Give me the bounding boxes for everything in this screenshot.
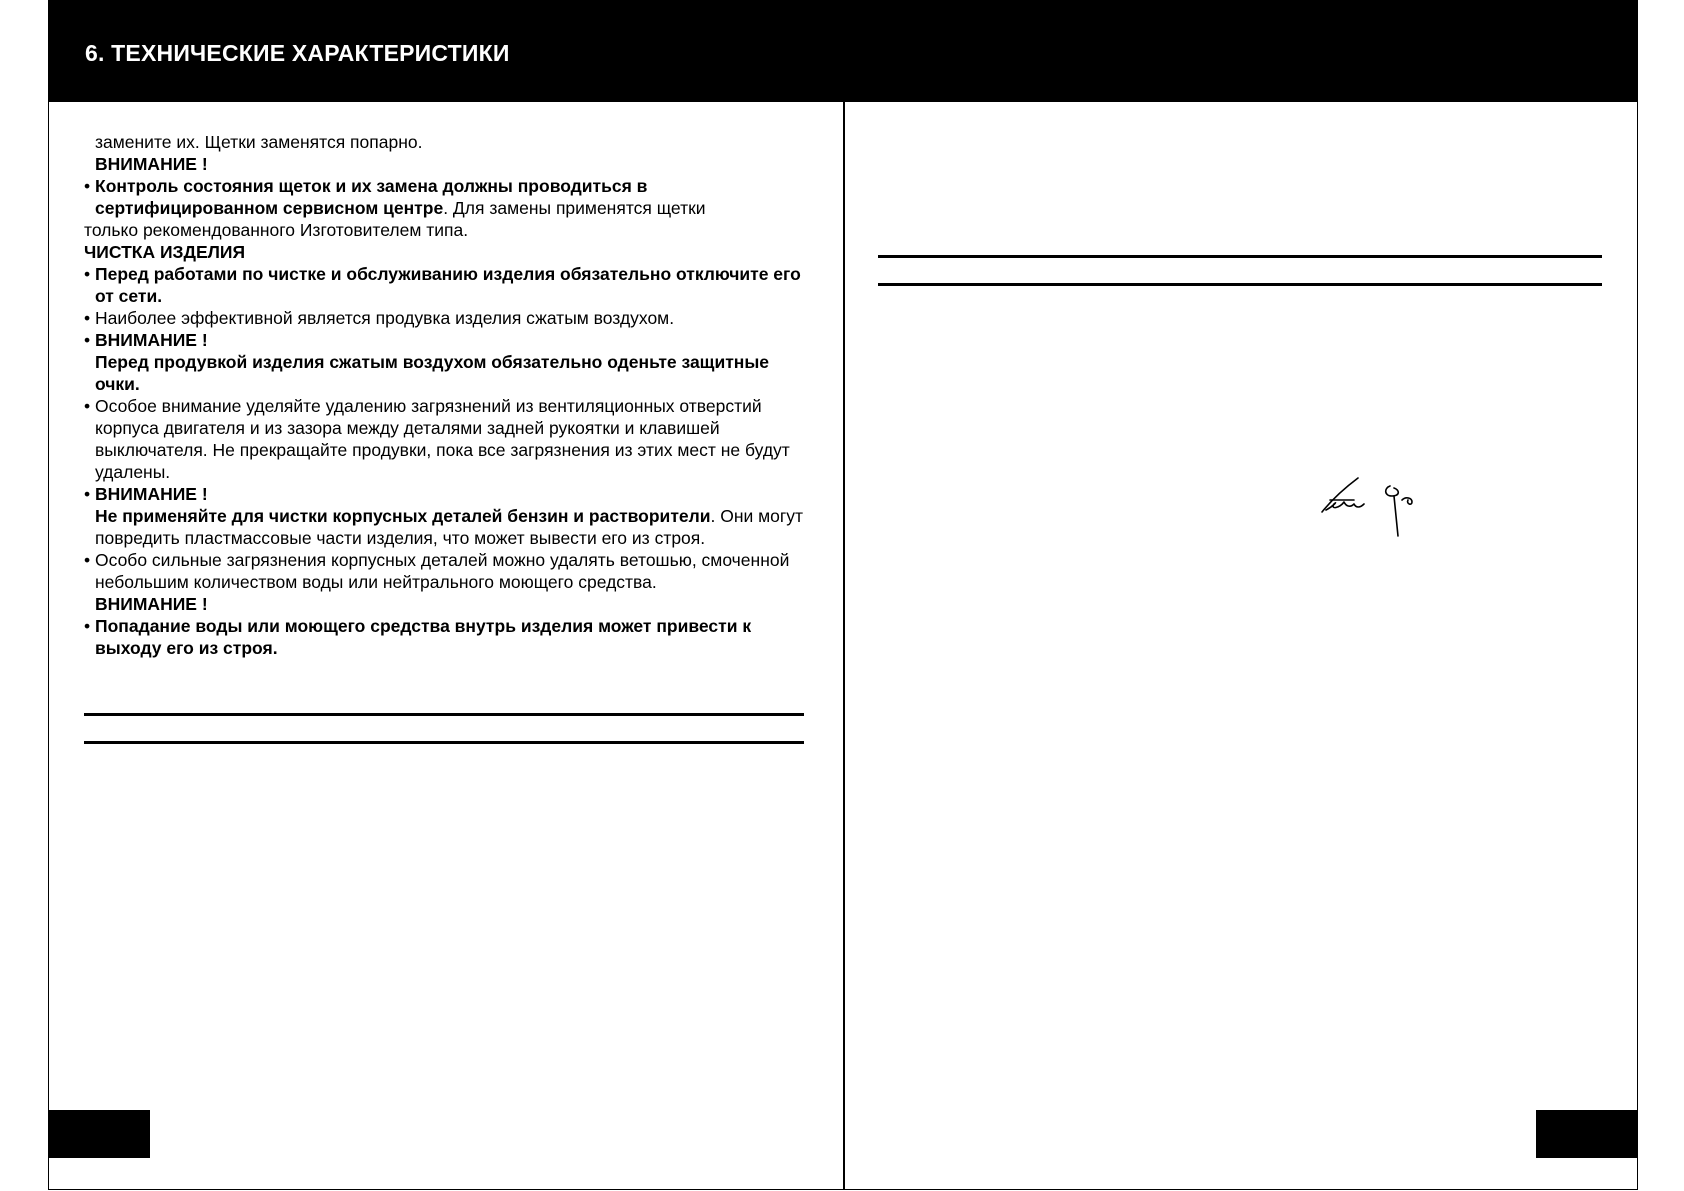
bold-text: Не применяйте для чистки корпусных деталей бензин и растворители — [95, 506, 711, 526]
right-rule-bottom — [878, 283, 1602, 286]
bullet-item — [84, 329, 814, 351]
bullet-item — [84, 175, 814, 219]
bold-text: Контроль состояния щеток и их замена должны проводиться в сертифицированном сервисном центре — [95, 176, 648, 218]
bullet: • — [84, 550, 91, 570]
page-tab-left — [48, 1110, 150, 1158]
bullet: • — [84, 616, 91, 636]
bullet: • — [84, 264, 91, 284]
bold-text: Попадание воды или моющего средства внутрь изделия может привести к выходу его из строя. — [95, 616, 752, 658]
bullet-item — [84, 549, 814, 593]
text: Наиболее эффективной является продувка изделия сжатым воздухом. — [95, 308, 675, 328]
bullet: • — [84, 396, 91, 416]
bullet: • — [84, 330, 91, 350]
signature — [1320, 460, 1430, 538]
warning-heading: ВНИМАНИЕ ! — [95, 330, 208, 350]
bullet-item — [84, 263, 814, 307]
left-rule-top — [84, 713, 804, 716]
left-page-text — [84, 131, 814, 659]
text: . Они могут повредить пластмассовые части изделия, что может вывести его из строя. — [95, 506, 804, 548]
paragraph: только рекомендованного Изготовителем типа. — [84, 220, 469, 240]
bullet-item — [84, 615, 814, 659]
page-tab-right — [1536, 1110, 1638, 1158]
text: Особое внимание уделяйте удалению загрязнений из вентиляционных отверстий корпуса двигателя и из зазора между деталями задней рукоятки и клавишей выключателя. Не прекращайте продувки, пока все загрязнения из этих мест не будут удалены. — [95, 396, 790, 482]
section-header — [48, 0, 1638, 102]
section-subheading: ЧИСТКА ИЗДЕЛИЯ — [84, 242, 246, 262]
warning-heading: ВНИМАНИЕ ! — [95, 594, 208, 614]
warning-text — [84, 505, 814, 549]
page-divider — [843, 102, 845, 1190]
warning-heading: ВНИМАНИЕ ! — [95, 484, 208, 504]
text: Особо сильные загрязнения корпусных деталей можно удалять ветошью, смоченной небольшим количеством воды или нейтрального моющего средства. — [95, 550, 790, 592]
bullet: • — [84, 308, 91, 328]
text: . Для замены применятся щетки — [443, 198, 706, 218]
left-rule-bottom — [84, 741, 804, 744]
bullet-item — [84, 483, 814, 505]
warning-text: Перед продувкой изделия сжатым воздухом обязательно оденьте защитные очки. — [95, 352, 770, 394]
warning-heading: ВНИМАНИЕ ! — [95, 154, 208, 174]
bullet-item — [84, 307, 814, 329]
bullet: • — [84, 176, 91, 196]
bold-text: Перед работами по чистке и обслуживанию изделия обязательно отключите его от сети. — [95, 264, 801, 306]
bullet-item — [84, 395, 814, 483]
section-title: 6. ТЕХНИЧЕСКИЕ ХАРАКТЕРИСТИКИ — [85, 40, 510, 66]
paragraph: замените их. Щетки заменятся попарно. — [95, 132, 423, 152]
right-rule-top — [878, 255, 1602, 258]
bullet: • — [84, 484, 91, 504]
